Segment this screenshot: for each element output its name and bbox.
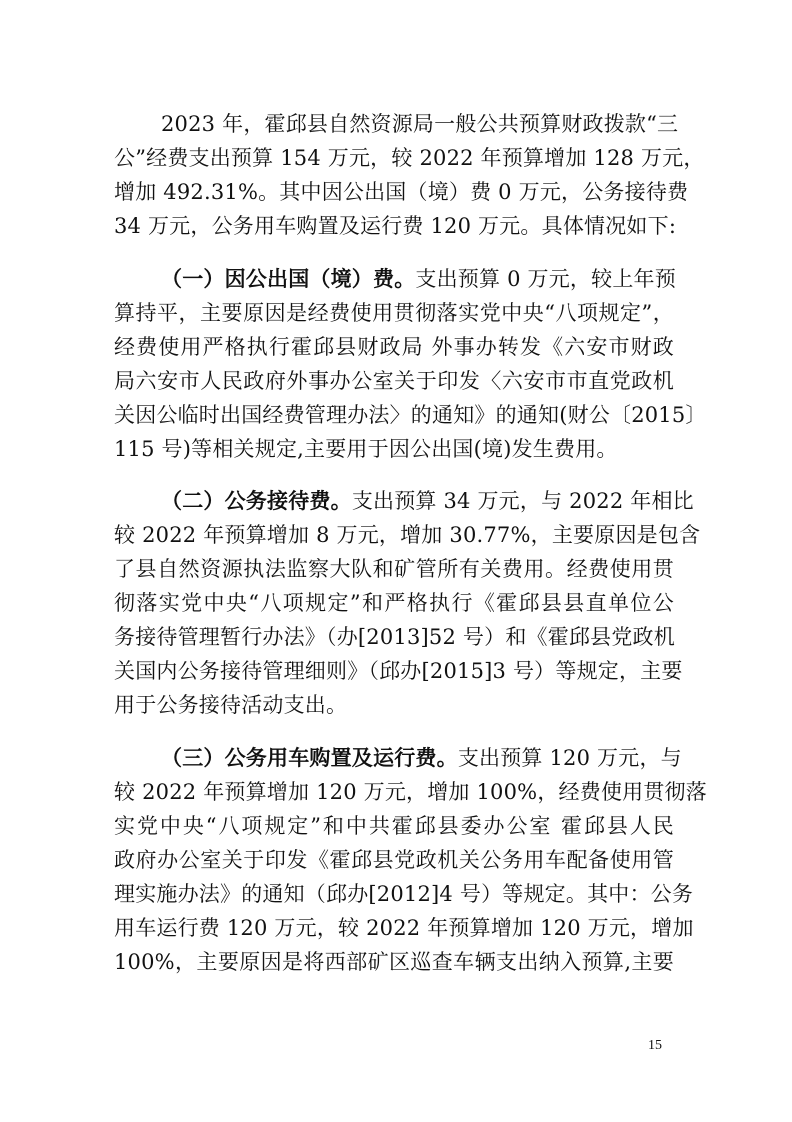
section-heading-reception: （二）公务接待费。 <box>161 488 352 513</box>
paragraph-1-line-4: 34 万元，公务用车购置及运行费 120 万元。具体情况如下: <box>114 214 677 238</box>
paragraph-3-line-4: 彻落实党中央“八项规定”和严格执行《霍邱县县直单位公 <box>114 591 674 615</box>
paragraph-4-line-1 <box>161 741 682 775</box>
paragraph-1-line-3: 增加 492.31%。其中因公出国（境）费 0 万元，公务接待费 <box>114 180 689 204</box>
paragraph-2-line-6: 115 号)等相关规定,主要用于因公出国(境)发生费用。 <box>114 437 618 461</box>
paragraph-4-line-6: 用车运行费 120 万元，较 2022 年预算增加 120 万元，增加 <box>114 916 694 940</box>
paragraph-1-line-1: 2023 年，霍邱县自然资源局一般公共预算财政拨款“三 <box>161 112 679 136</box>
paragraph-2-line-5: 关因公临时出国经费管理办法〉的通知》的通知(财公〔2015〕 <box>114 403 707 427</box>
paragraph-3-line-3: 了县自然资源执法监察大队和矿管所有关费用。经费使用贯 <box>114 557 674 581</box>
paragraph-3-line-2: 较 2022 年预算增加 8 万元，增加 30.77%，主要原因是包含 <box>114 523 701 547</box>
paragraph-2-line-4: 局六安市人民政府外事办公室关于印发〈六安市市直党政机 <box>114 369 674 393</box>
paragraph-1-line-2: 公”经费支出预算 154 万元，较 2022 年预算增加 128 万元， <box>114 146 705 170</box>
paragraph-2-line-3: 经费使用严格执行霍邱县财政局 外事办转发《六安市财政 <box>114 335 674 359</box>
paragraph-3-line-7: 用于公务接待活动支出。 <box>114 693 348 717</box>
paragraph-2-line-1-text: 支出预算 0 万元，较上年预 <box>415 267 676 291</box>
paragraph-4-line-7: 100%，主要原因是将西部矿区巡查车辆支出纳入预算,主要 <box>114 950 674 974</box>
paragraph-4-line-4: 政府办公室关于印发《霍邱县党政机关公务用车配备使用管 <box>114 848 674 872</box>
section-heading-overseas: （一）因公出国（境）费。 <box>161 266 416 291</box>
paragraph-4-line-3: 实党中央“八项规定”和中共霍邱县委办公室 霍邱县人民 <box>114 814 674 838</box>
page-number: 15 <box>648 1038 662 1053</box>
paragraph-4-line-1-text: 支出预算 120 万元，与 <box>457 746 682 770</box>
paragraph-3-line-1-text: 支出预算 34 万元，与 2022 年相比 <box>351 489 694 513</box>
paragraph-3-line-1 <box>161 484 694 518</box>
paragraph-4-line-2: 较 2022 年预算增加 120 万元，增加 100%，经费使用贯彻落 <box>114 780 707 804</box>
paragraph-3-line-6: 关国内公务接待管理细则》（邱办[2015]3 号）等规定，主要 <box>114 659 683 683</box>
paragraph-2-line-2: 算持平，主要原因是经费使用贯彻落实党中央“八项规定”， <box>114 301 674 325</box>
paragraph-3-line-5: 务接待管理暂行办法》（办[2013]52 号）和《霍邱县党政机 <box>114 625 675 649</box>
section-heading-vehicles: （三）公务用车购置及运行费。 <box>161 745 458 770</box>
paragraph-2-line-1 <box>161 262 674 296</box>
paragraph-4-line-5: 理实施办法》的通知（邱办[2012]4 号）等规定。其中：公务 <box>114 882 694 906</box>
